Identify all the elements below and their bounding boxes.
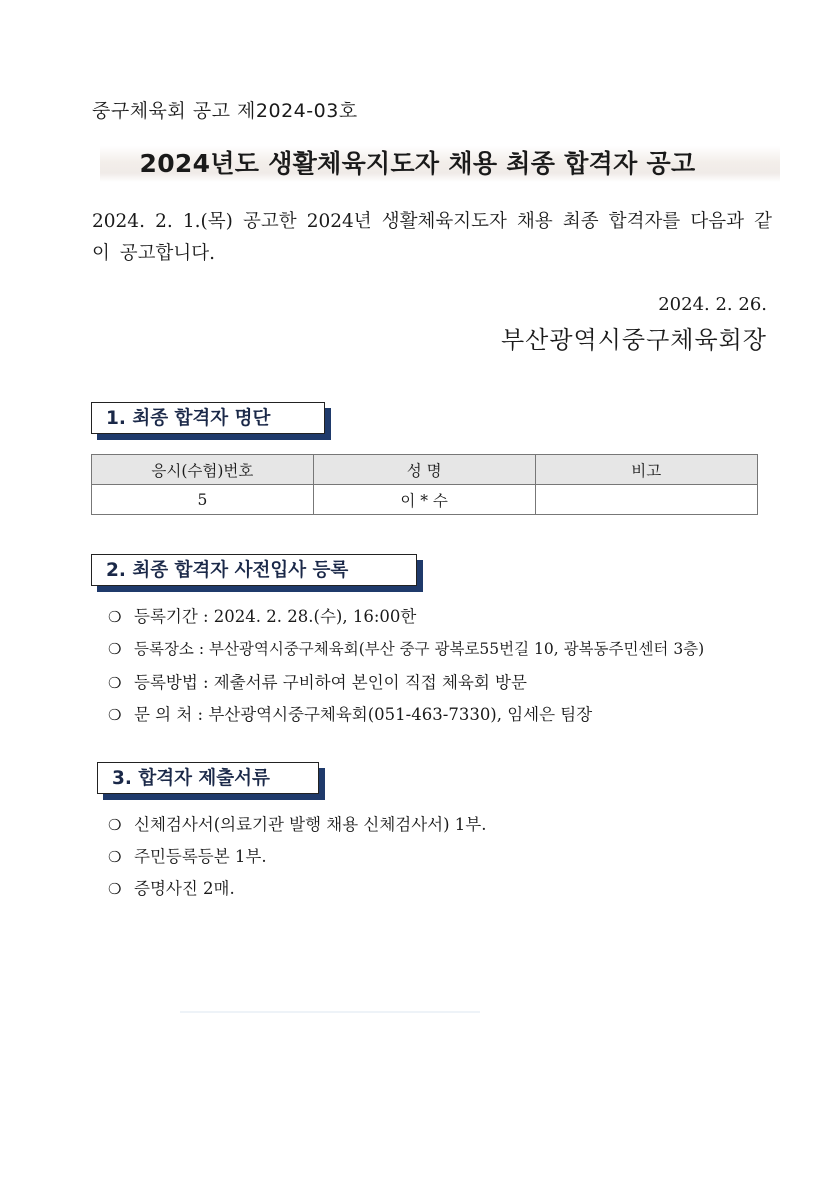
roster-table — [91, 454, 758, 515]
registration-place: 등록장소 : 부산광역시중구체육회(부산 중구 광복로55번길 10, 광복동주민센터 3층) — [134, 640, 705, 658]
cell-exam-number: 5 — [92, 485, 314, 515]
page-title: 2024년도 생활체육지도자 채용 최종 합격자 공고 — [139, 149, 696, 178]
section2-heading: 2. 최종 합격자 사전입사 등록 — [91, 554, 417, 586]
document-resident-registration: 주민등록등본 1부. — [134, 847, 267, 866]
circle-bullet-icon: ❍ — [108, 848, 122, 866]
list-item — [108, 875, 235, 899]
section1-heading: 1. 최종 합격자 명단 — [91, 402, 325, 434]
circle-bullet-icon: ❍ — [108, 674, 122, 692]
col-header-remarks: 비고 — [535, 455, 757, 485]
announcement-date: 2024. 2. 26. — [658, 294, 767, 315]
cell-name: 이 * 수 — [313, 485, 535, 515]
circle-bullet-icon: ❍ — [108, 816, 122, 834]
circle-bullet-icon: ❍ — [108, 880, 122, 898]
circle-bullet-icon: ❍ — [108, 608, 122, 626]
circle-bullet-icon: ❍ — [108, 706, 122, 724]
registration-period: 등록기간 : 2024. 2. 28.(수), 16:00한 — [134, 607, 417, 626]
table-row — [92, 485, 758, 515]
list-item — [108, 637, 704, 659]
document-id-photo: 증명사진 2매. — [134, 879, 235, 898]
list-item — [108, 811, 486, 835]
table-header-row — [92, 455, 758, 485]
notice-number: 중구체육회 공고 제2024-03호 — [92, 100, 358, 122]
cell-remarks — [535, 485, 757, 515]
circle-bullet-icon: ❍ — [108, 640, 122, 658]
section3-heading: 3. 합격자 제출서류 — [97, 762, 319, 794]
registration-method: 등록방법 : 제출서류 구비하여 본인이 직접 체육회 방문 — [134, 673, 527, 692]
scan-artifact-line — [180, 1011, 480, 1013]
list-item — [108, 843, 267, 867]
signer: 부산광역시중구체육회장 — [500, 326, 767, 354]
col-header-name: 성 명 — [313, 455, 535, 485]
col-header-exam-number: 응시(수험)번호 — [92, 455, 314, 485]
document-health-certificate: 신체검사서(의료기관 발행 채용 신체검사서) 1부. — [134, 815, 487, 834]
intro-text: 2024. 2. 1.(목) 공고한 2024년 생활체육지도자 채용 최종 합격자를 다음과 같이 공고합니다. — [92, 211, 772, 264]
list-item — [108, 669, 527, 693]
contact-info: 문 의 처 : 부산광역시중구체육회(051-463-7330), 임세은 팀장 — [134, 705, 593, 724]
list-item — [108, 603, 416, 627]
list-item — [108, 701, 592, 725]
